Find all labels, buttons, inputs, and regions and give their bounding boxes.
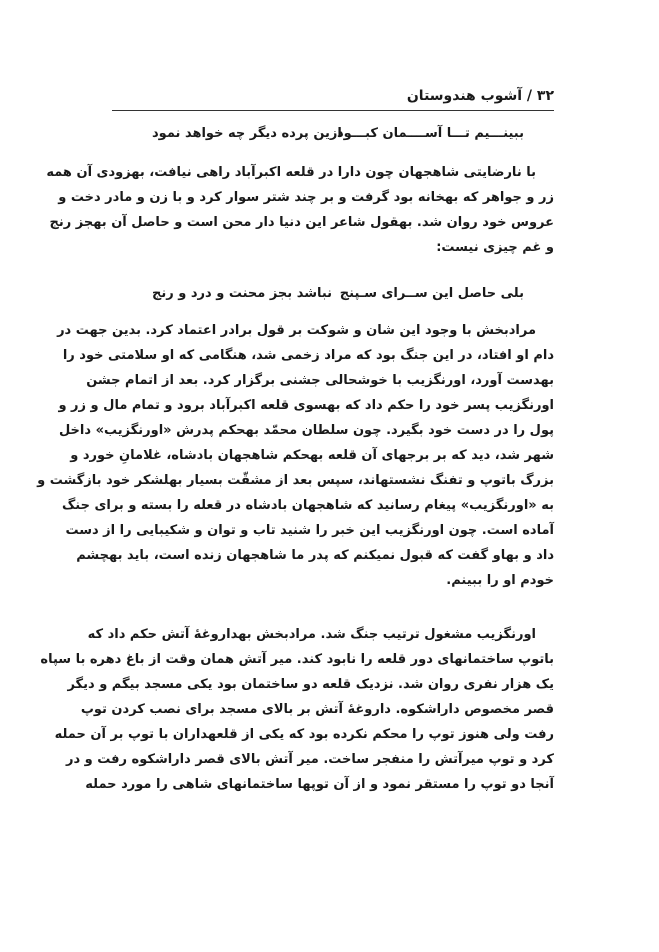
paragraph-line: اورنگزیب پسر خود را حکم داد که بهسوی قلعه اکبرآباد برود و تمام مال و زر و — [58, 398, 554, 413]
paragraph-line: یک هزار نفری روان شد. نزدیک قلعه دو ساختمان بود یکی مسجد بیگم و دیگر — [67, 677, 554, 692]
header-rule — [112, 110, 554, 111]
paragraph-line: مرادبخش با وجود این شان و شوکت بر قول برادر اعتماد کرد. بدین جهت در — [57, 323, 536, 338]
paragraph-line: زر و جواهر که بهخانه بود گرفت و بر چند شتر سوار کرد و با زن و مادر دخت و — [58, 190, 554, 205]
paragraph-line: داد و بهاو گفت که قبول نمیکنم که پدر ما شاهجهان زنده است، باید بهچشم — [76, 548, 554, 563]
paragraph-line: آنجا دو توپ را مستقر نمود و از آن توپها ساختمانهای شاهی را مورد حمله — [85, 777, 554, 792]
paragraph-line: به «اورنگزیب» پیغام رسانید که شاهجهان بادشاه در قعله را بسته و برای جنگ — [61, 498, 554, 513]
paragraph-line: بزرگ باتوپ و تفنگ نشستهاند، سپس بعد از مشقّت بسیار بهلشکر خود بازگشت و — [37, 473, 554, 488]
paragraph-line: با نارضایتی شاهجهان چون دارا در قلعه اکبرآباد راهی نیافت، بهزودی آن همه — [46, 165, 536, 180]
verse-couplet-1 — [112, 123, 554, 145]
paragraph-line: دام او افتاد، در این جنگ بود که مراد زخمی شد، هنگامی که او سلامتی خود را — [62, 348, 554, 363]
paragraph-3 — [40, 622, 554, 797]
verse-couplet-2 — [112, 283, 554, 305]
paragraph-line: خودم او را ببینم. — [446, 573, 554, 588]
verse-2-second-hemistich: نباشد بجز محنت و درد و رنج — [152, 286, 333, 301]
verse-1-first-hemistich: ببینـــیم تـــا آســــمان کبـــود — [336, 126, 524, 141]
paragraph-line: آماده است. چون اورنگزیب این خبر را شنید تاب و توان و شکیبایی را از دست — [65, 523, 554, 538]
paragraph-line: شهر شد، دید که بر برجهای آن قلعه بهحکم شاهجهان بادشاه، غلامانِ خورد و — [70, 448, 554, 463]
paragraph-line: عروس خود روان شد. بهقول شاعر این دنیا دار محن است و حاصل آن بهجز رنج — [49, 215, 554, 230]
paragraph-line: کرد و توپ میرآتش را منفجر ساخت. میر آتش بالای قصر داراشکوه رفت و در — [65, 752, 554, 767]
running-head: ۳۲ / آشوب هندوستان — [406, 88, 554, 104]
paragraph-1 — [46, 160, 554, 260]
verse-2-first-hemistich: بلی حاصل این ســرای سـپنج — [339, 286, 524, 301]
paragraph-line: بهدست آورد، اورنگزیب با خوشحالی جشنی برگزار کرد. بعد از اتمام جشن — [86, 373, 554, 388]
paragraph-line: و غم چیزی نیست: — [436, 240, 554, 255]
paragraph-line: رفت ولی هنوز توپ را محکم نکرده بود که یکی از قلعهداران با توپ بر آن حمله — [54, 727, 554, 742]
paragraph-line: قصر مخصوص داراشکوه. داروغۀ آتش بر بالای مسجد برای نصب کردن توپ — [80, 702, 554, 717]
paragraph-line: باتوپ ساختمانهای دور قلعه را نابود کند. میر آتش همان وقت از باغ دهره با سپاه — [40, 652, 554, 667]
verse-1-second-hemistich: ازین پرده دیگر چه خواهد نمود — [152, 126, 342, 141]
paragraph-2 — [37, 318, 554, 593]
paragraph-line: پول را در دست خود بگیرد. چون سلطان محمّد بهحکم پدرش «اورنگزیب» داخل — [58, 423, 554, 438]
paragraph-line: اورنگزیب مشغول ترتیب جنگ شد. مرادبخش بهداروغۀ آتش حکم داد که — [87, 627, 536, 642]
